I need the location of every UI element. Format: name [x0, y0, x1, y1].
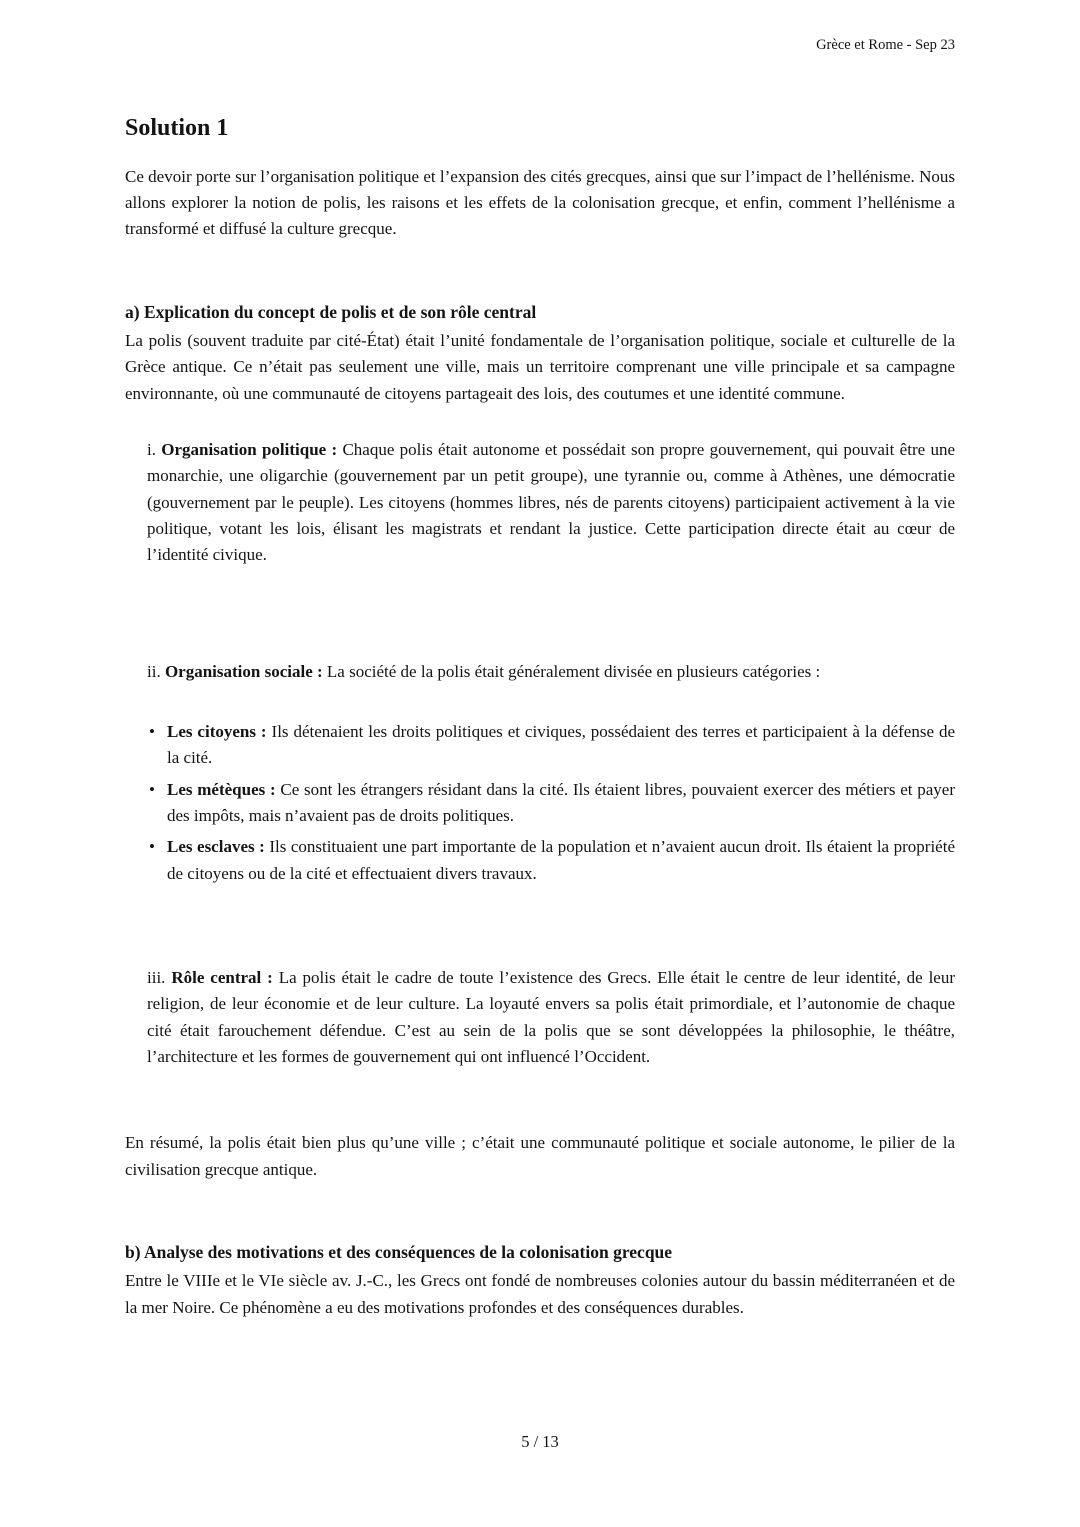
page-header — [125, 34, 955, 56]
intro-paragraph: Ce devoir porte sur l’organisation politique et l’expansion des cités grecques, ainsi que sur l’impact de l’hellénisme. Nous allons explorer la notion de polis, les raisons et les effets de la colonisation grecque, et enfin, comment l’hellénisme a transformé et diffusé la culture grecque. — [125, 166, 955, 239]
bullet-term: Les esclaves : — [167, 837, 270, 857]
item-i-number: i. — [147, 439, 162, 459]
bullet-icon: • — [149, 779, 155, 799]
bullet-term: Les métèques : — [167, 779, 281, 799]
section-a-heading: a) Explication du concept de polis et de son rôle central — [125, 301, 537, 322]
list-item-ii — [147, 659, 955, 685]
item-ii-term: Organisation sociale : — [164, 661, 327, 681]
bullet-text: Ils détenaient les droits politiques et civiques, possédaient des terres et participaient à la défense de la cité. — [167, 721, 955, 768]
item-i-term: Organisation politique : — [161, 439, 343, 459]
section-a-summary: En résumé, la polis était bien plus qu’une ville ; c’était une communauté politique et sociale autonome, le pilier de la civilisation grecque antique. — [125, 1133, 955, 1179]
bullet-content — [167, 834, 955, 887]
item-iii-number: iii. — [147, 967, 172, 987]
social-categories-list — [149, 719, 955, 887]
bullet-term: Les citoyens : — [167, 721, 272, 741]
page-footer — [0, 1429, 1080, 1455]
page-number: 5 / 13 — [521, 1432, 559, 1452]
bullet-text: Ils constituaient une part importante de la population et n’avaient aucun droit. Ils étaient la propriété de citoyens ou de la cité et effectuaient divers travaux. — [167, 837, 955, 883]
item-iii-text: La polis était le cadre de toute l’existence des Grecs. Elle était le centre de leur identité, de leur religion, de leur économie et de leur culture. La loyauté envers sa polis était primordiale, et l’autonomie de chaque cité était farouchement défendue. C’est au sein de la polis que se sont développées la philosophie, le théâtre, l’architecture et les formes de gouvernement qui ont influencé l’Occident. — [147, 967, 955, 1066]
list-item-i — [147, 437, 955, 569]
item-i-text: Chaque polis était autonome et possédait son propre gouvernement, qui pouvait être une monarchie, une oligarchie (gouvernement par un petit groupe), une tyrannie ou, comme à Athènes, une démocratie (gouvernement par le peuple). Les citoyens (hommes libres, nés de parents citoyens) participaient activement à la vie politique, votant les lois, élisant les magistrats et rendant la justice. Cette participation directe était au cœur de l’identité civique. — [147, 439, 955, 565]
item-iii-term: Rôle central : — [171, 967, 279, 987]
bullet-content — [167, 719, 955, 772]
bullet-icon: • — [149, 721, 155, 741]
header-course-label: Grèce et Rome - Sep 23 — [816, 37, 955, 53]
section-b-paragraph: Entre le VIIIe et le VIe siècle av. J.-C., les Grecs ont fondé de nombreuses colonies autour du bassin méditerranéen et de la mer Noire. Ce phénomène a eu des motivations profondes et des conséquences durables. — [125, 1271, 955, 1317]
item-ii-text: La société de la polis était généralement divisée en plusieurs catégories : — [326, 661, 821, 681]
bullet-content — [167, 777, 955, 830]
list-item — [149, 777, 955, 830]
list-item — [149, 834, 955, 887]
bullet-icon: • — [149, 837, 155, 857]
page-title: Solution 1 — [125, 115, 229, 142]
bullet-text: Ce sont les étrangers résidant dans la cité. Ils étaient libres, pouvaient exercer des métiers et payer des impôts, mais n’avaient pas de droits politiques. — [167, 779, 955, 825]
item-ii-number: ii. — [147, 661, 165, 681]
section-b-heading: b) Analyse des motivations et des conséquences de la colonisation grecque — [125, 1242, 673, 1263]
section-a-paragraph: La polis (souvent traduite par cité-État) était l’unité fondamentale de l’organisation politique, sociale et culturelle de la Grèce antique. Ce n’était pas seulement une ville, mais un territoire comprenant une ville principale et sa campagne environnante, où une communauté de citoyens partageait des lois, des coutumes et une identité commune. — [125, 330, 955, 403]
list-item-iii — [147, 965, 955, 1070]
list-item — [149, 719, 955, 772]
